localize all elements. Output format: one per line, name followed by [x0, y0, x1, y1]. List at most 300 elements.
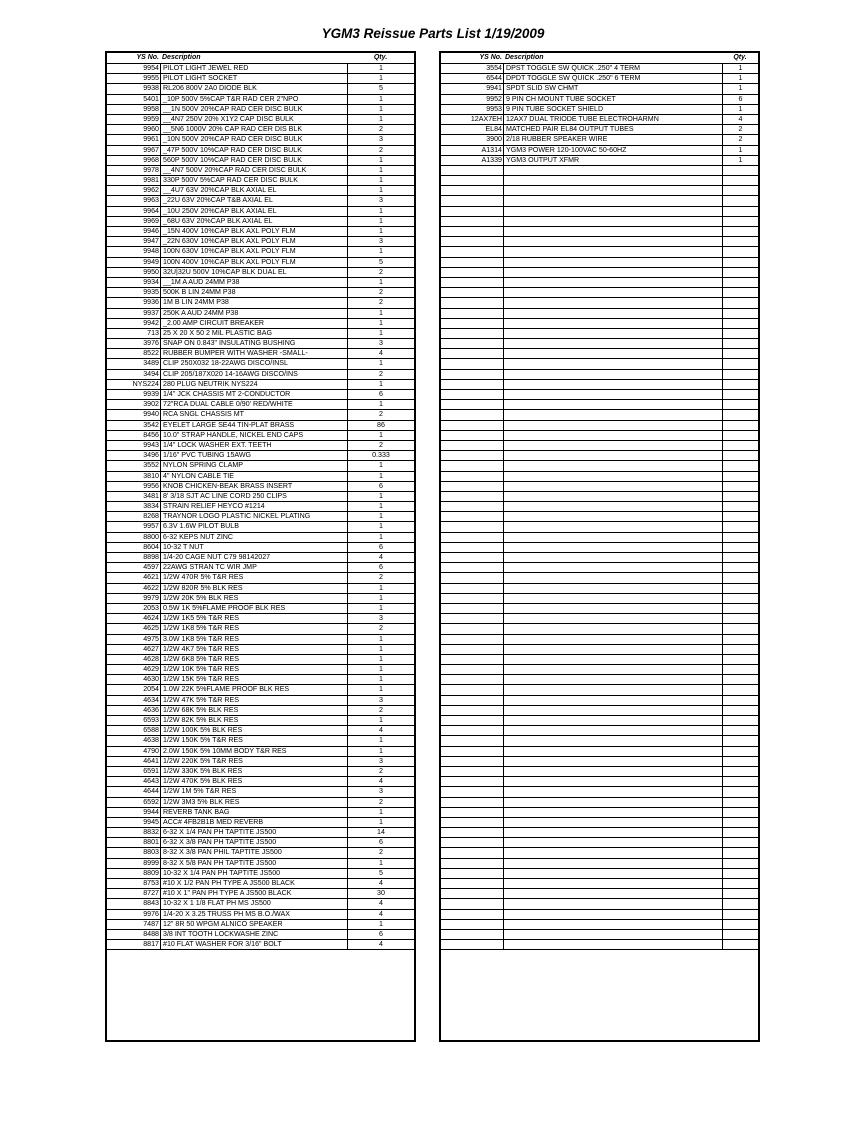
part-qty: 1	[347, 655, 414, 664]
header-description: Description	[505, 54, 544, 61]
table-row	[107, 716, 414, 726]
part-qty	[722, 910, 758, 919]
empty-table-row	[441, 624, 758, 634]
part-qty: 4	[347, 777, 414, 786]
table-row	[107, 227, 414, 237]
empty-table-row	[441, 309, 758, 319]
part-number	[441, 920, 503, 929]
part-qty	[722, 879, 758, 888]
part-description: 330P 500V 5%CAP RAD CER DISC BULK	[160, 176, 347, 185]
part-description: 3/8 INT TOOTH LOCKWASHE ZINC	[160, 930, 347, 939]
part-qty	[722, 166, 758, 175]
part-qty	[722, 482, 758, 491]
table-row	[107, 828, 414, 838]
table-row	[107, 298, 414, 308]
part-number: 9959	[143, 114, 159, 123]
part-number: 9955	[143, 74, 159, 83]
part-description: 22AWG STRAN TC WIR JMP	[160, 563, 347, 572]
part-description: _10P 500V 5%CAP T&R RAD CER 2"NPO	[160, 95, 347, 104]
part-number	[441, 798, 503, 807]
part-qty: 6	[347, 543, 414, 552]
part-qty: 1	[347, 685, 414, 694]
part-qty: 1	[347, 64, 414, 73]
part-description	[503, 818, 722, 827]
empty-table-row	[441, 217, 758, 227]
empty-table-row	[441, 349, 758, 359]
part-number: 3810	[143, 471, 159, 480]
table-row	[107, 726, 414, 736]
part-qty	[722, 217, 758, 226]
part-qty	[722, 848, 758, 857]
table-row	[107, 838, 414, 848]
part-qty	[722, 237, 758, 246]
part-description: __4N7 250V 20% X1Y2 CAP DISC BULK	[160, 115, 347, 124]
part-qty: 1	[347, 492, 414, 501]
part-qty	[722, 594, 758, 603]
table-row	[107, 573, 414, 583]
part-description: CLIP 205/187X020 14-16AWG DISCO/INS	[160, 370, 347, 379]
empty-table-row	[441, 359, 758, 369]
part-description: REVERB TANK BAG	[160, 808, 347, 817]
part-number	[441, 288, 503, 297]
part-qty	[722, 920, 758, 929]
part-qty: 4	[347, 910, 414, 919]
part-description	[503, 329, 722, 338]
part-description: 10-32 X 1/4 PAN PH TAPTITE JS500	[160, 869, 347, 878]
part-qty	[722, 736, 758, 745]
parts-table-right	[439, 51, 760, 1042]
part-number: 9978	[143, 165, 159, 174]
part-qty	[722, 859, 758, 868]
part-qty: 6	[347, 838, 414, 847]
part-qty	[722, 645, 758, 654]
table-row	[107, 135, 414, 145]
empty-table-row	[441, 828, 758, 838]
table-row	[107, 614, 414, 624]
part-qty: 3	[347, 757, 414, 766]
part-number: 2054	[143, 685, 159, 694]
empty-table-row	[441, 380, 758, 390]
part-number	[441, 492, 503, 501]
part-description	[503, 798, 722, 807]
part-number: 4628	[143, 654, 159, 663]
part-qty: 1	[347, 665, 414, 674]
part-number: 9981	[143, 176, 159, 185]
table-row	[441, 105, 758, 115]
part-qty: 1	[722, 146, 758, 155]
part-qty: 1	[347, 431, 414, 440]
part-qty	[722, 380, 758, 389]
part-qty: 4	[347, 879, 414, 888]
table-row	[107, 268, 414, 278]
part-description	[503, 227, 722, 236]
part-number: 9946	[143, 227, 159, 235]
part-description: 1M B LIN 24MM P38	[160, 298, 347, 307]
part-number	[441, 533, 503, 542]
table-header	[441, 53, 758, 64]
table-row	[107, 482, 414, 492]
part-description	[503, 512, 722, 521]
part-qty: 1	[347, 359, 414, 368]
part-qty: 1	[347, 156, 414, 165]
part-qty: 1	[347, 533, 414, 542]
part-description: 1/2W 15K 5% T&R RES	[160, 675, 347, 684]
part-number: 9960	[143, 125, 159, 134]
part-description: SPDT SLID SW CHMT	[503, 84, 722, 93]
part-number: 9964	[143, 206, 159, 215]
part-qty	[722, 400, 758, 409]
part-description	[503, 522, 722, 531]
part-qty	[722, 359, 758, 368]
part-description: __4U7 63V 20%CAP BLK AXIAL EL	[160, 186, 347, 195]
table-row	[107, 390, 414, 400]
part-qty	[722, 421, 758, 430]
table-row	[107, 84, 414, 94]
part-description	[503, 502, 722, 511]
empty-table-row	[441, 207, 758, 217]
part-number	[441, 553, 503, 562]
empty-table-row	[441, 859, 758, 869]
part-description: 280 PLUG NEUTRIK NYS224	[160, 380, 347, 389]
table-row	[107, 899, 414, 909]
table-row	[107, 461, 414, 471]
part-number	[441, 339, 503, 348]
part-qty	[722, 685, 758, 694]
part-number	[441, 329, 503, 338]
part-qty	[722, 675, 758, 684]
part-number: 9944	[143, 807, 159, 816]
table-header	[107, 53, 414, 64]
part-description	[503, 543, 722, 552]
table-row	[107, 247, 414, 257]
part-qty: 1	[722, 74, 758, 83]
part-number: 9942	[143, 318, 159, 327]
part-qty: 1	[347, 74, 414, 83]
part-qty	[722, 176, 758, 185]
part-description	[503, 370, 722, 379]
part-number: 9948	[143, 247, 159, 256]
part-number	[441, 889, 503, 898]
part-qty: 2	[347, 268, 414, 277]
empty-table-row	[441, 196, 758, 206]
empty-table-row	[441, 798, 758, 808]
part-number: 9979	[143, 593, 159, 602]
part-description: 6-32 KEPS NUT ZINC	[160, 533, 347, 542]
part-qty: 1	[347, 502, 414, 511]
table-row	[107, 370, 414, 380]
table-row	[107, 421, 414, 431]
part-qty	[722, 258, 758, 267]
part-qty: 2	[347, 573, 414, 582]
part-number	[441, 859, 503, 868]
part-number: 9958	[143, 104, 159, 113]
part-description: 1/2W 1K5 5% T&R RES	[160, 614, 347, 623]
part-number: 3976	[143, 339, 159, 348]
table-row	[107, 380, 414, 390]
part-number	[441, 258, 503, 267]
part-description	[503, 665, 722, 674]
part-description: 1/2W 10K 5% T&R RES	[160, 665, 347, 674]
part-qty: 1	[347, 207, 414, 216]
part-description: 4" NYLON CABLE TIE	[160, 472, 347, 481]
part-description: 10.0" STRAP HANDLE, NICKEL END CAPS	[160, 431, 347, 440]
part-description: 500K B LIN 24MM P38	[160, 288, 347, 297]
part-number	[441, 716, 503, 725]
part-qty	[722, 431, 758, 440]
page-title: YGM3 Reissue Parts List 1/19/2009	[321, 26, 545, 41]
part-number: 8898	[143, 553, 159, 561]
empty-table-row	[441, 258, 758, 268]
part-description: PILOT LIGHT SOCKET	[160, 74, 347, 83]
part-description: MATCHED PAIR EL84 OUTPUT TUBES	[503, 125, 722, 134]
part-number: 3496	[143, 451, 159, 460]
table-row	[107, 349, 414, 359]
part-description	[503, 899, 722, 908]
part-number	[441, 747, 503, 756]
part-description	[503, 685, 722, 694]
table-row	[107, 889, 414, 899]
part-description: DPST TOGGLE SW QUICK .250" 4 TERM	[503, 64, 722, 73]
table-row	[107, 451, 414, 461]
part-qty	[722, 828, 758, 837]
part-number	[441, 461, 503, 470]
part-qty: 4	[347, 726, 414, 735]
part-number	[441, 838, 503, 847]
part-number	[441, 186, 503, 195]
part-qty: 1	[347, 319, 414, 328]
part-number	[441, 808, 503, 817]
part-number: 8801	[143, 838, 159, 847]
table-row	[107, 859, 414, 869]
part-description: 6-32 X 3/8 PAN PH TAPTITE JS500	[160, 838, 347, 847]
part-number	[441, 472, 503, 481]
part-description	[503, 757, 722, 766]
part-description	[503, 828, 722, 837]
part-number: 3552	[143, 461, 159, 470]
part-qty: 1	[347, 227, 414, 236]
part-description: 10-32 T NUT	[160, 543, 347, 552]
part-qty	[722, 461, 758, 470]
table-row	[107, 441, 414, 451]
table-row	[441, 95, 758, 105]
part-number: 9957	[143, 522, 159, 531]
part-qty	[722, 818, 758, 827]
table-row	[107, 910, 414, 920]
part-description	[503, 400, 722, 409]
part-description	[503, 594, 722, 603]
part-description: 6.3V 1.6W PILOT BULB	[160, 522, 347, 531]
table-row	[107, 777, 414, 787]
part-description: 12" 8R 50 WPGM ALNICO SPEAKER	[160, 920, 347, 929]
part-description: 1/2W 150K 5% T&R RES	[160, 736, 347, 745]
empty-table-row	[441, 400, 758, 410]
part-qty	[722, 635, 758, 644]
table-row	[107, 798, 414, 808]
part-qty: 1	[347, 635, 414, 644]
part-description	[503, 421, 722, 430]
part-qty: 3	[347, 614, 414, 623]
part-description	[503, 166, 722, 175]
part-qty: 1	[347, 105, 414, 114]
part-number: 9956	[143, 481, 159, 490]
part-number	[441, 482, 503, 491]
part-description: 1/2W 20K 5% BLK RES	[160, 594, 347, 603]
part-qty	[722, 757, 758, 766]
part-qty	[722, 767, 758, 776]
part-number: 4630	[143, 675, 159, 684]
table-row	[107, 359, 414, 369]
part-qty	[722, 207, 758, 216]
part-number	[441, 176, 503, 185]
part-qty	[722, 696, 758, 705]
empty-table-row	[441, 329, 758, 339]
part-qty	[722, 543, 758, 552]
part-qty: 2	[347, 441, 414, 450]
part-qty: 2	[347, 298, 414, 307]
part-qty	[722, 787, 758, 796]
part-qty: 86	[347, 421, 414, 430]
part-number	[441, 207, 503, 216]
part-qty: 1	[722, 105, 758, 114]
part-number: 9945	[143, 817, 159, 826]
part-number	[441, 309, 503, 318]
part-description: _15N 400V 10%CAP BLK AXL POLY FLM	[160, 227, 347, 236]
part-description	[503, 736, 722, 745]
part-qty: 1	[722, 84, 758, 93]
part-description	[503, 380, 722, 389]
part-number: 6588	[143, 726, 159, 735]
part-description	[503, 930, 722, 939]
part-number	[441, 359, 503, 368]
part-number	[441, 940, 503, 949]
part-qty: 2	[722, 135, 758, 144]
part-description	[503, 237, 722, 246]
part-qty	[722, 706, 758, 715]
table-body	[441, 64, 758, 950]
part-description: 1/2W 68K 5% BLK RES	[160, 706, 347, 715]
part-qty: 1	[347, 747, 414, 756]
part-number	[441, 930, 503, 939]
part-description	[503, 675, 722, 684]
part-qty	[722, 441, 758, 450]
table-body	[107, 64, 414, 950]
part-qty	[722, 614, 758, 623]
part-number	[441, 624, 503, 633]
part-number	[441, 573, 503, 582]
empty-table-row	[441, 339, 758, 349]
part-description	[503, 573, 722, 582]
part-number	[441, 512, 503, 521]
part-description	[503, 196, 722, 205]
empty-table-row	[441, 726, 758, 736]
table-row	[107, 309, 414, 319]
part-description: 100N 400V 10%CAP BLK AXL POLY FLM	[160, 258, 347, 267]
part-number: 8803	[143, 848, 159, 857]
part-description	[503, 747, 722, 756]
part-description	[503, 767, 722, 776]
empty-table-row	[441, 645, 758, 655]
part-qty	[722, 196, 758, 205]
part-qty	[722, 899, 758, 908]
part-description: 1/2W 6K8 5% T&R RES	[160, 655, 347, 664]
empty-table-row	[441, 716, 758, 726]
part-number	[441, 441, 503, 450]
part-number	[441, 635, 503, 644]
part-qty: 1	[347, 604, 414, 613]
part-description	[503, 726, 722, 735]
part-number: 8800	[143, 532, 159, 541]
part-number: 9969	[143, 216, 159, 225]
part-description: 1/2W 220K 5% T&R RES	[160, 757, 347, 766]
part-qty: 1	[347, 166, 414, 175]
header-qty: Qty.	[373, 54, 388, 61]
part-description	[503, 349, 722, 358]
table-row	[107, 563, 414, 573]
table-row	[441, 125, 758, 135]
table-row	[107, 176, 414, 186]
empty-table-row	[441, 808, 758, 818]
part-number: 9949	[143, 257, 159, 266]
part-qty	[722, 798, 758, 807]
part-number: 9941	[486, 84, 502, 93]
part-number: 8817	[143, 940, 159, 949]
part-number: 8522	[143, 349, 159, 358]
part-number	[441, 278, 503, 287]
part-qty: 3	[347, 237, 414, 246]
part-number	[441, 237, 503, 246]
empty-table-row	[441, 787, 758, 797]
part-qty	[722, 451, 758, 460]
part-description: 2/18 RUBBER SPEAKER WIRE	[503, 135, 722, 144]
part-qty	[722, 930, 758, 939]
part-number	[441, 268, 503, 277]
part-description	[503, 808, 722, 817]
empty-table-row	[441, 614, 758, 624]
part-qty: 1	[347, 472, 414, 481]
part-number: 4641	[143, 756, 159, 765]
table-row	[107, 410, 414, 420]
table-row	[107, 339, 414, 349]
table-row	[107, 329, 414, 339]
part-description	[503, 859, 722, 868]
table-row	[107, 431, 414, 441]
part-qty: 3	[347, 196, 414, 205]
table-row	[107, 594, 414, 604]
part-number	[441, 767, 503, 776]
part-qty: 1	[347, 176, 414, 185]
part-qty: 1	[347, 584, 414, 593]
empty-table-row	[441, 696, 758, 706]
part-description: 1/2W 82K 5% BLK RES	[160, 716, 347, 725]
part-qty: 2	[347, 798, 414, 807]
part-number: 3489	[143, 359, 159, 368]
empty-table-row	[441, 869, 758, 879]
empty-table-row	[441, 604, 758, 614]
part-qty	[722, 747, 758, 756]
part-number: 9952	[486, 94, 502, 103]
part-number	[441, 910, 503, 919]
part-description: RL206 800V 2A0 DIODE BLK	[160, 84, 347, 93]
empty-table-row	[441, 655, 758, 665]
part-description: 10-32 X 1 1/8 FLAT PH MS JS500	[160, 899, 347, 908]
empty-table-row	[441, 736, 758, 746]
part-description: RUBBER BUMPER WITH WASHER -SMALL-	[160, 349, 347, 358]
part-number	[441, 685, 503, 694]
empty-table-row	[441, 533, 758, 543]
table-row	[107, 736, 414, 746]
part-number: 4629	[143, 665, 159, 674]
part-description	[503, 461, 722, 470]
